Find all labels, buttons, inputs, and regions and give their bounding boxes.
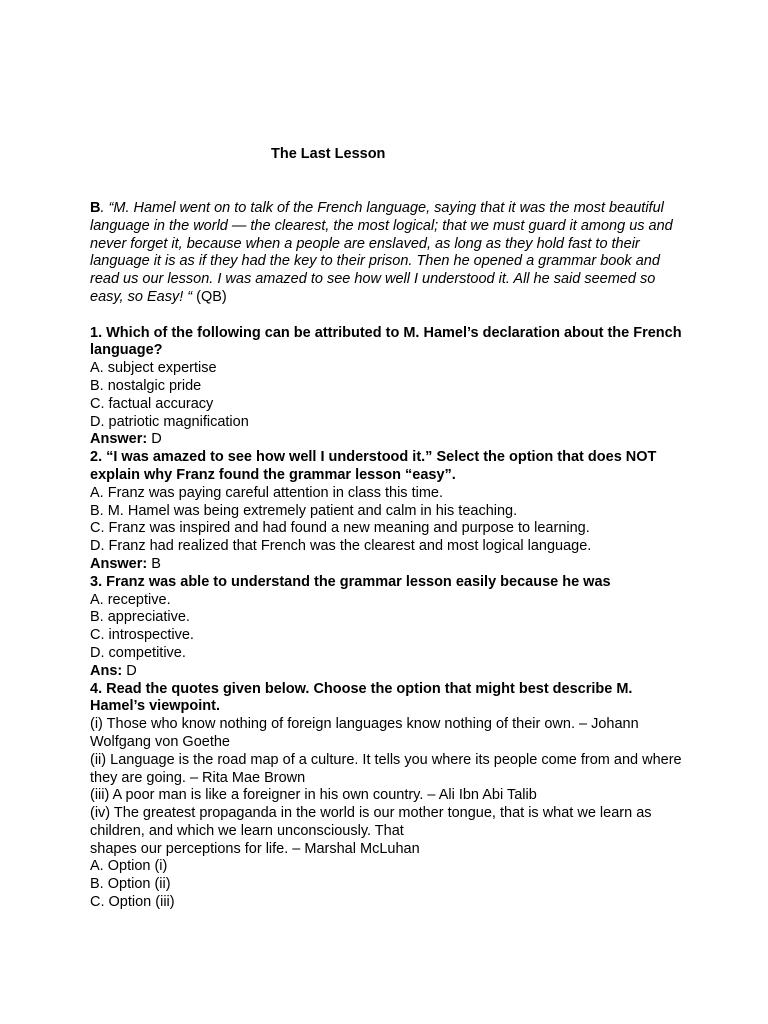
passage-reference: (QB): [196, 288, 227, 305]
question-text: 3. Franz was able to understand the grammar lesson easily because he was: [90, 573, 611, 590]
quote: shapes our perceptions for life. – Marshal McLuhan: [90, 840, 420, 857]
passage: B. “M. Hamel went on to talk of the French language, saying that it was the most beautiful language in the world — the clearest, the most logical; that we must guard it among us and never forget it, because when a people are enslaved, as long as they hold fast to their language it is as if they had the key to their prison. Then he opened a grammar book and read us our lesson. I was amazed to see how well I understood it. All he said seemed so easy, so Easy! “ (QB): [90, 200, 673, 305]
passage-label: B: [90, 200, 101, 216]
option: A. receptive.: [90, 591, 171, 608]
quote: (iv) The greatest propaganda in the world is our mother tongue, that is what we learn as children, and which we learn unconsciously. That: [90, 805, 652, 839]
option: A. Option (i): [90, 858, 168, 875]
answer-value: B: [151, 555, 161, 572]
question-block: [90, 681, 686, 912]
question-text: 1. Which of the following can be attributed to M. Hamel’s declaration about the French language?: [90, 324, 682, 359]
quote: (ii) Language is the road map of a culture. It tells you where its people come from and where they are going. – Rita Mae Brown: [90, 751, 682, 786]
answer-label: Answer:: [90, 431, 148, 448]
option: B. appreciative.: [90, 609, 190, 626]
option: D. competitive.: [90, 644, 186, 661]
option: C. factual accuracy: [90, 395, 214, 412]
option: D. Franz had realized that French was the clearest and most logical language.: [90, 538, 592, 555]
question-block: [90, 325, 686, 450]
question-text: 2. “I was amazed to see how well I understood it.” Select the option that does NOT explain why Franz found the grammar lesson “easy”.: [90, 449, 657, 483]
page-title: The Last Lesson: [271, 146, 386, 162]
option: B. M. Hamel was being extremely patient and calm in his teaching.: [90, 502, 518, 519]
option: C. introspective.: [90, 627, 194, 644]
option: B. Option (ii): [90, 876, 171, 893]
question-block: [90, 574, 686, 681]
answer-line: [90, 663, 686, 681]
quote: (i) Those who know nothing of foreign languages know nothing of their own. – Johann Wolfgang von Goethe: [90, 716, 639, 750]
option: D. patriotic magnification: [90, 413, 249, 430]
option: C. Franz was inspired and had found a new meaning and purpose to learning.: [90, 520, 590, 537]
question-text: 4. Read the quotes given below. Choose the option that might best describe M. Hamel’s viewpoint.: [90, 680, 633, 715]
option: A. Franz was paying careful attention in class this time.: [90, 484, 443, 501]
document-body: [90, 200, 686, 912]
option: A. subject expertise: [90, 360, 217, 377]
quote: (iii) A poor man is like a foreigner in his own country. – Ali Ibn Abi Talib: [90, 787, 537, 804]
option: C. Option (iii): [90, 894, 175, 911]
question-block: [90, 449, 686, 574]
passage-text: “M. Hamel went on to talk of the French language, saying that it was the most beautiful language in the world — the clearest, the most logical; that we must guard it among us and never forget it, because when a people are enslaved, as long as they hold fast to their language it is as if they had the key to their prison. Then he opened a grammar book and read us our lesson. I was amazed to see how well I understood it. All he said seemed so easy, so Easy! “: [90, 200, 673, 305]
answer-line: [90, 556, 686, 574]
answer-label: Answer:: [90, 555, 148, 572]
answer-line: [90, 431, 686, 449]
answer-value: D: [151, 431, 162, 448]
option: B. nostalgic pride: [90, 377, 202, 394]
answer-label: Ans:: [90, 662, 123, 679]
answer-value: D: [126, 662, 137, 679]
